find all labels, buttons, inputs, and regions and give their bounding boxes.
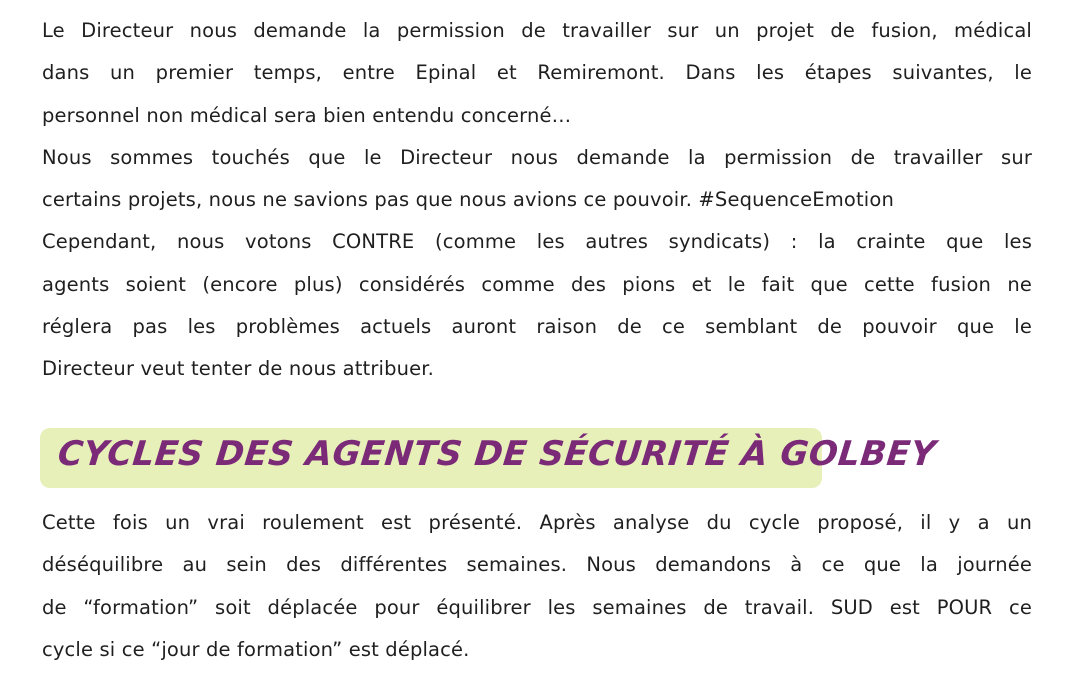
section2-text xyxy=(42,502,1032,671)
paragraph-cycles xyxy=(42,502,1032,671)
text-line: déséquilibre au sein des différentes semaines. Nous demandons à ce que la journée xyxy=(42,553,1032,577)
text-line: personnel non médical sera bien entendu concerné… xyxy=(42,103,572,127)
text-line: certains projets, nous ne savions pas que nous avions ce pouvoir. #SequenceEmotion xyxy=(42,188,894,212)
section-heading-banner xyxy=(40,428,938,488)
text-line: Cette fois un vrai roulement est présenté. Après analyse du cycle proposé, il y a un xyxy=(42,511,1032,534)
text-line: Nous sommes touchés que le Directeur nous demande la permission de travailler sur xyxy=(42,145,1032,169)
paragraph-permission xyxy=(42,137,1032,222)
text-line: cycle si ce “jour de formation” est déplacé. xyxy=(42,637,470,661)
text-line: Cependant, nous votons CONTRE (comme les autres syndicats) : la crainte que les xyxy=(42,230,1032,254)
text-line: Le Directeur nous demande la permission de travailler sur un projet de fusion, médical xyxy=(42,19,1032,42)
text-line: réglera pas les problèmes actuels auront raison de ce semblant de pouvoir que le xyxy=(42,315,1032,339)
paragraph-fusion xyxy=(42,10,1032,137)
section1-text xyxy=(42,10,1032,391)
text-line: Directeur veut tenter de nous attribuer. xyxy=(42,357,434,381)
text-line: dans un premier temps, entre Epinal et Remiremont. Dans les étapes suivantes, le xyxy=(42,61,1032,85)
text-line: agents soient (encore plus) considérés comme des pions et le fait que cette fusion ne xyxy=(42,272,1032,296)
section-heading: CYCLES DES AGENTS DE SÉCURITÉ À GOLBEY xyxy=(55,434,938,474)
text-line: de “formation” soit déplacée pour équilibrer les semaines de travail. SUD est POUR ce xyxy=(42,595,1032,619)
paragraph-vote xyxy=(42,221,1032,390)
